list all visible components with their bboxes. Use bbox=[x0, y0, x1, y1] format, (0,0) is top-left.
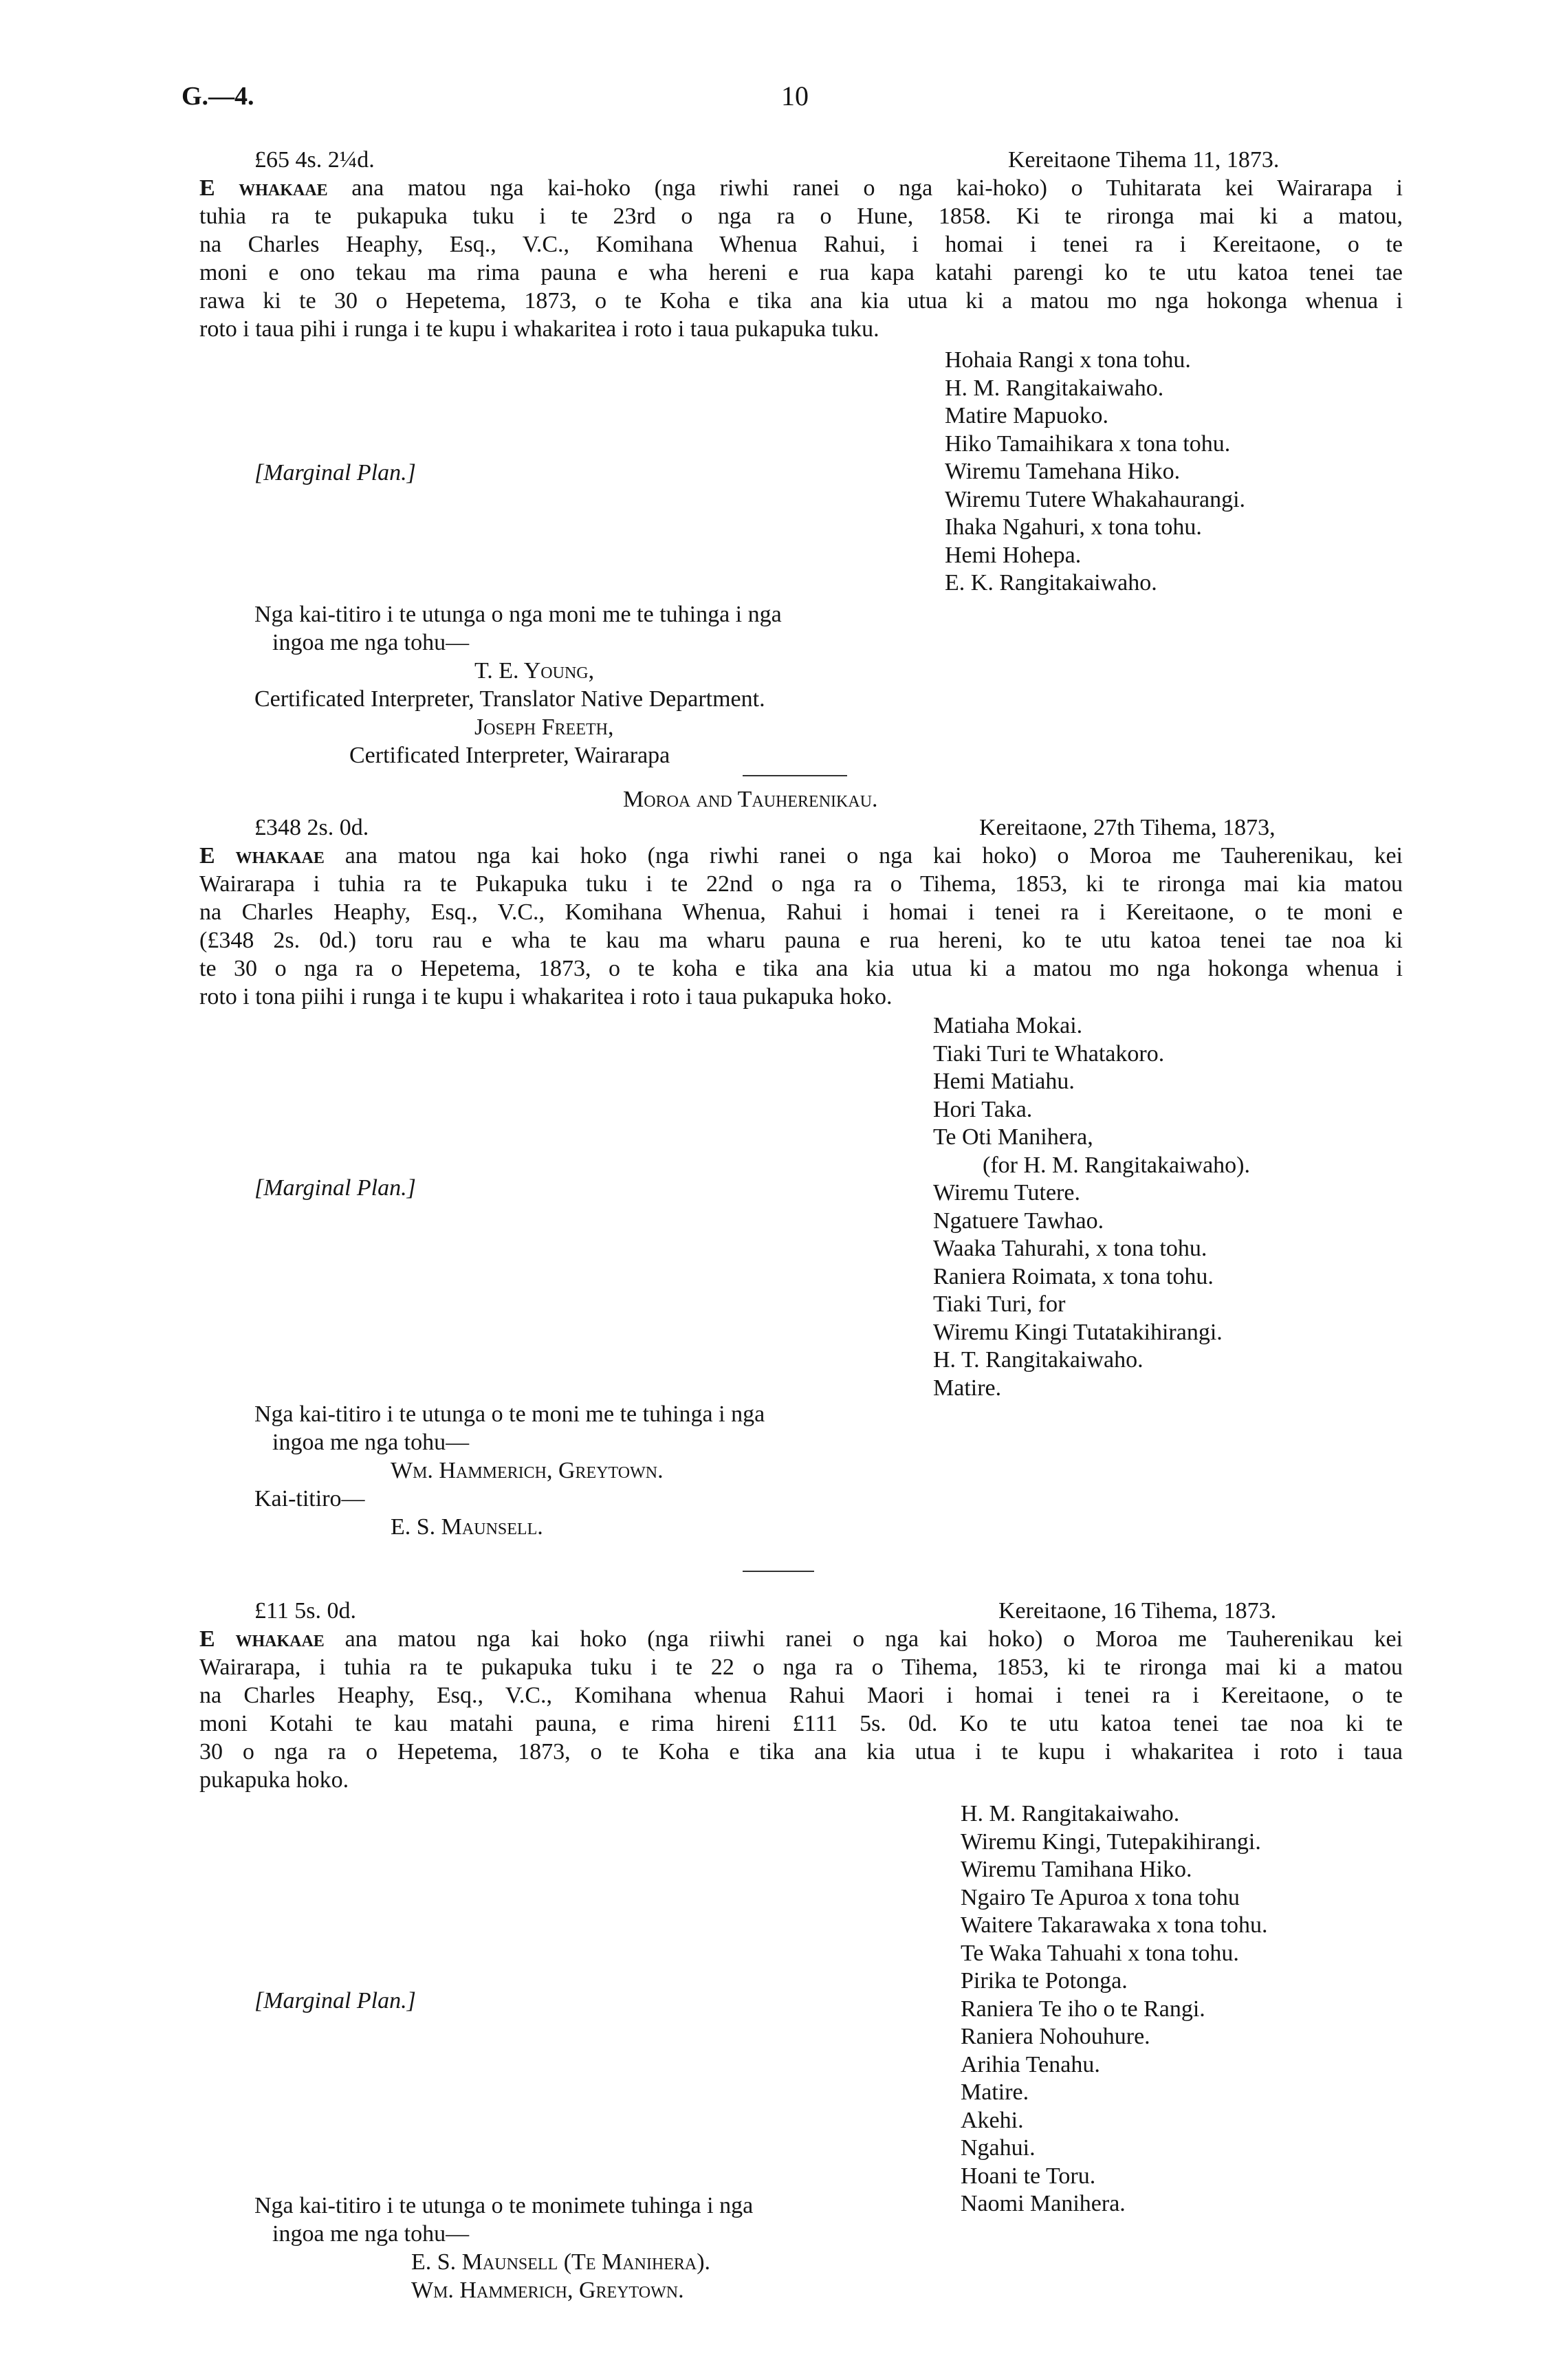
signature: Wiremu Tutere. bbox=[933, 1180, 1080, 1205]
s2-para-line3: na Charles Heaphy, Esq., V.C., Komihana Whenua, Rahui i homai i tenei ra i Kereitaone, o te moni e bbox=[199, 899, 1403, 925]
s1-witness2-title: Certificated Interpreter, Wairarapa bbox=[349, 743, 670, 768]
s1-para-line2: tuhia ra te pukapuka tuku i te 23rd o nga ra o Hune, 1858. Ki te rironga mai ki a matou, bbox=[199, 204, 1403, 229]
section-divider bbox=[743, 775, 847, 776]
signature: Pirika te Potonga. bbox=[961, 1968, 1128, 1994]
signature: Waaka Tahurahi, x tona tohu. bbox=[933, 1236, 1207, 1261]
s3-amount: £11 5s. 0d. bbox=[254, 1598, 356, 1624]
s1-para-line3: na Charles Heaphy, Esq., V.C., Komihana Whenua Rahui, i homai i tenei ra i Kereitaone, o te bbox=[199, 232, 1403, 257]
s1-marginal-plan: [Marginal Plan.] bbox=[254, 460, 416, 485]
s2-para-line2: Wairarapa i tuhia ra te Pukapuka tuku i te 22nd o nga ra o Tihema, 1853, ki te rironga mai kia matou bbox=[199, 871, 1403, 897]
s2-lead: E whakaae bbox=[199, 843, 325, 869]
signature: Tiaki Turi, for bbox=[933, 1291, 1066, 1317]
signature: Ihaka Ngahuri, x tona tohu. bbox=[945, 514, 1202, 540]
signature: Matiaha Mokai. bbox=[933, 1013, 1083, 1038]
signature: Arihia Tenahu. bbox=[961, 2051, 1100, 2077]
s3-witness2: Wm. Hammerich, Greytown. bbox=[411, 2278, 684, 2303]
s2-heading: Moroa and Tauherenikau. bbox=[623, 787, 878, 812]
s1-amount: £65 4s. 2¼d. bbox=[254, 147, 375, 173]
signature: Ngahui. bbox=[961, 2135, 1036, 2161]
signature: Te Waka Tahuahi x tona tohu. bbox=[961, 1940, 1239, 1966]
signature: Raniera Roimata, x tona tohu. bbox=[933, 1263, 1214, 1289]
s2-witness-line2: ingoa me nga tohu— bbox=[272, 1430, 470, 1455]
signature: Hori Taka. bbox=[933, 1096, 1033, 1122]
s3-para-line1: E whakaae ana matou nga kai hoko (nga riiwhi ranei o nga kai hoko) o Moroa me Tauherenikau kei bbox=[199, 1626, 1403, 1652]
s3-para-line6: pukapuka hoko. bbox=[199, 1767, 349, 1793]
signature: (for H. M. Rangitakaiwaho). bbox=[983, 1152, 1251, 1178]
signature: Akehi. bbox=[961, 2107, 1024, 2133]
s2-para-line6: roto i tona piihi i runga i te kupu i whakaritea i roto i taua pukapuka hoko. bbox=[199, 984, 893, 1009]
signature: H. M. Rangitakaiwaho. bbox=[945, 375, 1164, 401]
s1-witness1-title: Certificated Interpreter, Translator Native Department. bbox=[254, 686, 765, 712]
signature: Wiremu Tamihana Hiko. bbox=[961, 1857, 1192, 1882]
s3-witness-line2: ingoa me nga tohu— bbox=[272, 2221, 470, 2247]
s3-witness1: E. S. Maunsell (Te Manihera). bbox=[411, 2249, 711, 2275]
signature: Ngairo Te Apuroa x tona tohu bbox=[961, 1884, 1240, 1910]
signature: Hiko Tamaihikara x tona tohu. bbox=[945, 430, 1231, 457]
signature: H. M. Rangitakaiwaho. bbox=[961, 1801, 1180, 1826]
s3-signatures bbox=[961, 1800, 1267, 2218]
s1-signatures bbox=[945, 347, 1245, 598]
s1-lead: E whakaae bbox=[199, 175, 328, 201]
signature: Hemi Matiahu. bbox=[933, 1069, 1075, 1094]
s2-witness2: E. S. Maunsell. bbox=[391, 1514, 543, 1540]
s1-witness1-name: T. E. Young, bbox=[474, 658, 595, 684]
s1-witness2-name: Joseph Freeth, bbox=[474, 714, 614, 740]
signature: Matire. bbox=[961, 2079, 1029, 2105]
s2-dateline: Kereitaone, 27th Tihema, 1873, bbox=[979, 815, 1276, 840]
s2-para-line1: E whakaae ana matou nga kai hoko (nga riwhi ranei o nga kai hoko) o Moroa me Tauherenikau, kei bbox=[199, 843, 1403, 869]
s1-para-line1: E whakaae ana matou nga kai-hoko (nga riwhi ranei o nga kai-hoko) o Tuhitarata kei Wairarapa i bbox=[199, 175, 1403, 201]
signature: H. T. Rangitakaiwaho. bbox=[933, 1347, 1143, 1373]
signature: Raniera Te iho o te Rangi. bbox=[961, 1996, 1205, 2022]
s2-witness-line1: Nga kai-titiro i te utunga o te moni me te tuhinga i nga bbox=[254, 1401, 765, 1427]
s3-para-line5: 30 o nga ra o Hepetema, 1873, o te Koha e tika ana kia utua i te kupu i whakaritea i roto i taua bbox=[199, 1739, 1403, 1765]
signature: Naomi Manihera. bbox=[961, 2191, 1126, 2216]
signature: Hoani te Toru. bbox=[961, 2163, 1096, 2189]
s3-witness-line1: Nga kai-titiro i te utunga o te monimete tuhinga i nga bbox=[254, 2193, 754, 2218]
s2-para-line4: (£348 2s. 0d.) toru rau e wha te kau ma wharu pauna e rua hereni, ko te utu katoa tenei tae noa ki bbox=[199, 928, 1403, 953]
document-reference: G.—4. bbox=[182, 82, 254, 111]
signature: Hemi Hohepa. bbox=[945, 542, 1082, 568]
signature: Matire. bbox=[933, 1375, 1002, 1401]
s1-dateline: Kereitaone Tihema 11, 1873. bbox=[1008, 147, 1280, 173]
signature: Raniera Nohouhure. bbox=[961, 2024, 1150, 2049]
signature: Wiremu Tamehana Hiko. bbox=[945, 459, 1181, 484]
s2-amount: £348 2s. 0d. bbox=[254, 815, 369, 840]
section-divider bbox=[743, 1571, 814, 1572]
s2-kai-titiro: Kai-titiro— bbox=[254, 1486, 365, 1511]
signature: Matire Mapuoko. bbox=[945, 403, 1108, 428]
s1-witness-line2: ingoa me nga tohu— bbox=[272, 630, 470, 655]
s3-para-line2: Wairarapa, i tuhia ra te pukapuka tuku i te 22 o nga ra o Tihema, 1853, ki te rironga mai ki a matou bbox=[199, 1655, 1403, 1680]
s3-lead: E whakaae bbox=[199, 1626, 325, 1652]
s2-signatures bbox=[933, 1012, 1250, 1402]
s3-para-line4: moni Kotahi te kau matahi pauna, e rima hireni £111 5s. 0d. Ko te utu katoa tenei tae noa ki te bbox=[199, 1711, 1403, 1736]
signature: Wiremu Kingi Tutatakihirangi. bbox=[933, 1319, 1223, 1345]
s1-witness-line1: Nga kai-titiro i te utunga o nga moni me te tuhinga i nga bbox=[254, 602, 782, 627]
s2-marginal-plan: [Marginal Plan.] bbox=[254, 1175, 416, 1201]
signature: Wiremu Tutere Whakahaurangi. bbox=[945, 486, 1246, 512]
signature: Wiremu Kingi, Tutepakihirangi. bbox=[961, 1828, 1261, 1855]
s3-dateline: Kereitaone, 16 Tihema, 1873. bbox=[998, 1598, 1277, 1624]
s1-para-line4: moni e ono tekau ma rima pauna e wha hereni e rua kapa katahi parengi ko te utu katoa tenei tae bbox=[199, 260, 1403, 285]
s3-para-line3: na Charles Heaphy, Esq., V.C., Komihana whenua Rahui Maori i homai i tenei ra i Kereitaone, o te bbox=[199, 1683, 1403, 1708]
signature: Waitere Takarawaka x tona tohu. bbox=[961, 1912, 1268, 1938]
s2-witness1: Wm. Hammerich, Greytown. bbox=[391, 1458, 664, 1483]
signature: E. K. Rangitakaiwaho. bbox=[945, 570, 1157, 596]
s1-para-line5: rawa ki te 30 o Hepetema, 1873, o te Koha e tika ana kia utua ki a matou mo nga hokonga whenua i bbox=[199, 288, 1403, 314]
s3-marginal-plan: [Marginal Plan.] bbox=[254, 1988, 416, 2013]
signature: Te Oti Manihera, bbox=[933, 1124, 1093, 1150]
s2-para-line5: te 30 o nga ra o Hepetema, 1873, o te koha e tika ana kia utua ki a matou mo nga hokonga whenua i bbox=[199, 956, 1403, 981]
page-number: 10 bbox=[781, 80, 809, 111]
signature: Tiaki Turi te Whatakoro. bbox=[933, 1040, 1165, 1067]
signature: Hohaia Rangi x tona tohu. bbox=[945, 347, 1191, 373]
signature: Ngatuere Tawhao. bbox=[933, 1208, 1104, 1234]
s1-para-line6: roto i taua pihi i runga i te kupu i whakaritea i roto i taua pukapuka tuku. bbox=[199, 316, 879, 342]
